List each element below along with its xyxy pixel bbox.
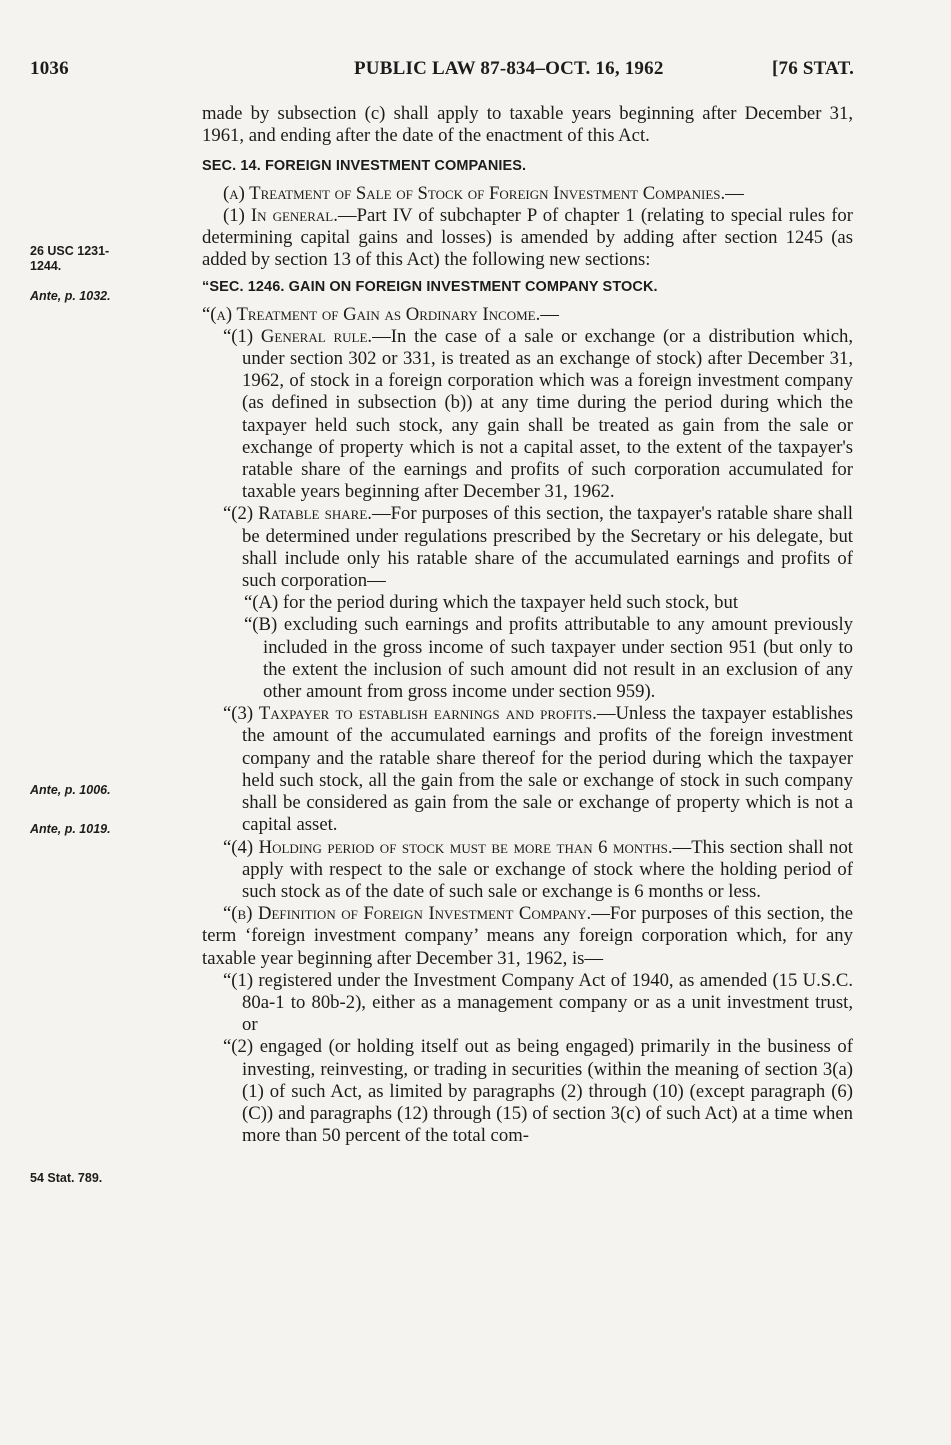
paragraph-1: (1) In general.—Part IV of subchapter P of chapter 1 (relating to special rules for determining capital gains and losses) is amended by adding after section 1245 (as added by section 13 of this Act) the following new sections: — [202, 204, 853, 271]
paragraph-intro: made by subsection (c) shall apply to taxable years beginning after December 31, 1961, and ending after the date of the enactment of this Act. — [202, 103, 853, 147]
rule-3: “(3) Taxpayer to establish earnings and profits.—Unless the taxpayer establishes the amount of the accumulated earnings and profits of the foreign investment company and the ratable share thereof for the period during which the taxpayer held such stock, all the gain from the sale or exchange of stock in such company shall be considered as gain from the sale or exchange of property which is not a capital asset. — [223, 703, 853, 836]
margin-note-ante-1019: Ante, p. 1019. — [30, 822, 111, 836]
section-1246-b: “(b) Definition of Foreign Investment Company.—For purposes of this section, the term ‘foreign investment company’ means any foreign corporation which, for any taxable year beginning after December 31, 1962, is— — [202, 903, 854, 969]
subsection-a-heading: (a) Treatment of Sale of Stock of Foreign Investment Companies.— — [223, 182, 744, 204]
definition-2: “(2) engaged (or holding itself out as being engaged) primarily in the business of investing, reinvesting, or trading in securities (within the meaning of section 3(a)(1) of such Act, as limited by paragraphs (2) through (10) (except paragraph (6)(C)) and paragraphs (12) through (15) of section 3(c) of such Act) at a time when more than 50 percent of the total com- — [223, 1036, 853, 1147]
stat-reference: [76 STAT. — [772, 58, 855, 79]
rule-2-b: “(B) excluding such earnings and profits attributable to any amount previously included in the gross income of such taxpayer under section 951 (but only to the extent the inclusion of such amount did not result in an exclusion of any other amount from gross income under section 959). — [244, 614, 853, 703]
rule-4-lead: “(4) Holding period of stock must be more than 6 months. — [223, 836, 673, 858]
definition-1: “(1) registered under the Investment Company Act of 1940, as amended (15 U.S.C. 80a-1 to 80b-2), either as a management company or as a unit investment trust, or — [223, 969, 853, 1036]
rule-4: “(4) Holding period of stock must be more than 6 months.—This section shall not apply with respect to the sale or exchange of stock where the holding period of such stock as of the date of such sale or exchange is 6 months or less. — [223, 836, 853, 902]
margin-note-54-stat-789: 54 Stat. 789. — [30, 1171, 103, 1185]
page-number: 1036 — [30, 58, 69, 79]
body-text — [202, 103, 853, 1147]
rule-1-lead: “(1) General rule. — [223, 325, 373, 347]
section-1246-b-lead: “(b) Definition of Foreign Investment Company. — [223, 903, 592, 925]
rule-2-lead: “(2) Ratable share. — [223, 503, 372, 525]
rule-3-lead: “(3) Taxpayer to establish earnings and profits. — [223, 703, 597, 725]
section-14-heading: SEC. 14. FOREIGN INVESTMENT COMPANIES. — [202, 158, 527, 175]
margin-note-ante-1032: Ante, p. 1032. — [30, 289, 111, 303]
margin-note-usc: 26 USC 1231- 1244. — [30, 244, 110, 273]
rule-2: “(2) Ratable share.—For purposes of this section, the taxpayer's ratable share shall be determined under regulations prescribed by the Secretary or his delegate, but shall include only his ratable share of the accumulated earnings and profits of such corporation— — [223, 503, 853, 592]
section-1246-a-heading: “(a) Treatment of Gain as Ordinary Income.— — [202, 303, 559, 325]
paragraph-1-lead: (1) In general. — [223, 204, 338, 226]
rule-1: “(1) General rule.—In the case of a sale or exchange (or a distribution which, under section 302 or 331, is treated as an exchange of stock) after December 31, 1962, of stock in a foreign corporation which was a foreign investment company (as defined in subsection (b)) at any time during the period during which the taxpayer held such stock, any gain shall be treated as gain from the sale or exchange of property which is not a capital asset, to the extent of the taxpayer's ratable share of the earnings and profits of such corporation accumulated for taxable years beginning after December 31, 1962. — [223, 325, 854, 503]
section-1246-heading: “SEC. 1246. GAIN ON FOREIGN INVESTMENT COMPANY STOCK. — [202, 279, 658, 296]
running-title: PUBLIC LAW 87-834–OCT. 16, 1962 — [354, 58, 664, 79]
rule-2-a: “(A) for the period during which the taxpayer held such stock, but — [244, 592, 739, 614]
margin-note-ante-1006: Ante, p. 1006. — [30, 783, 111, 797]
